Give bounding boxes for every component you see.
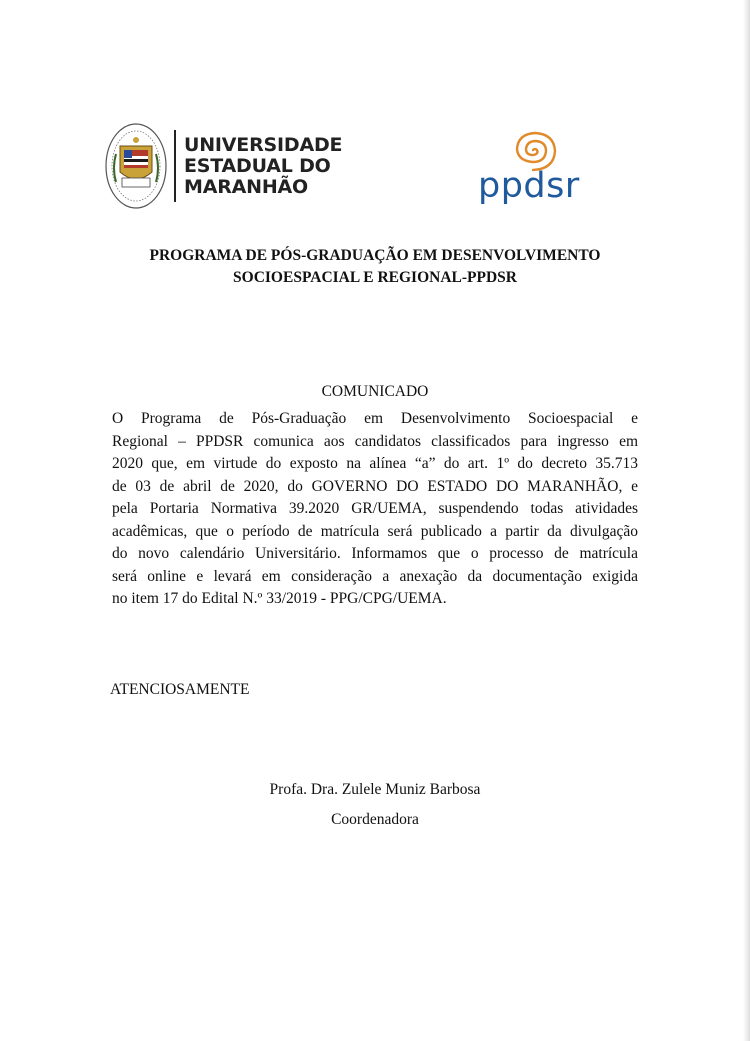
ppdsr-wordmark: ppdsr bbox=[478, 166, 580, 206]
uema-logo-text bbox=[184, 135, 342, 198]
body-line: de 03 de abril de 2020, do GOVERNO DO ESTADO DO MARANHÃO, e bbox=[112, 477, 638, 495]
document-header bbox=[0, 118, 750, 218]
signatory-role: Coordenadora bbox=[331, 811, 419, 828]
uema-logo-line: ESTADUAL DO bbox=[184, 154, 331, 177]
program-title-line: SOCIOESPACIAL E REGIONAL-PPDSR bbox=[233, 269, 517, 286]
program-title bbox=[80, 245, 670, 289]
uema-logo-divider bbox=[174, 130, 176, 202]
uema-logo-line: UNIVERSIDADE bbox=[184, 133, 343, 156]
document-heading: COMUNICADO bbox=[321, 383, 429, 400]
body-line: no item 17 do Edital N.º 33/2019 - PPG/CPG/UEMA. bbox=[112, 590, 447, 607]
ppdsr-logo bbox=[478, 128, 608, 214]
body-line: pela Portaria Normativa 39.2020 GR/UEMA, suspendendo todas atividades bbox=[112, 500, 638, 517]
uema-seal-icon bbox=[104, 122, 168, 210]
body-line: do novo calendário Universitário. Informamos que o processo de matrícula bbox=[112, 545, 638, 562]
closing-salutation: ATENCIOSAMENTE bbox=[110, 681, 250, 698]
signatory-name: Profa. Dra. Zulele Muniz Barbosa bbox=[269, 781, 481, 798]
announcement-body bbox=[112, 408, 638, 611]
body-line: acadêmicas, que o período de matrícula será publicado a partir da divulgação bbox=[112, 522, 638, 540]
body-line: será online e levará em consideração a anexação da documentação exigida bbox=[112, 567, 638, 585]
uema-logo-line: MARANHÃO bbox=[184, 175, 309, 198]
body-line: 2020 que, em virtude do exposto na alínea “a” do art. 1º do decreto 35.713 bbox=[112, 455, 638, 472]
body-line: O Programa de Pós-Graduação em Desenvolvimento Socioespacial e bbox=[112, 410, 638, 427]
body-line: Regional – PPDSR comunica aos candidatos classificados para ingresso em bbox=[112, 432, 638, 450]
uema-logo bbox=[104, 122, 342, 210]
signature-block bbox=[200, 775, 550, 835]
program-title-line: PROGRAMA DE PÓS-GRADUAÇÃO EM DESENVOLVIMENTO bbox=[149, 247, 601, 264]
